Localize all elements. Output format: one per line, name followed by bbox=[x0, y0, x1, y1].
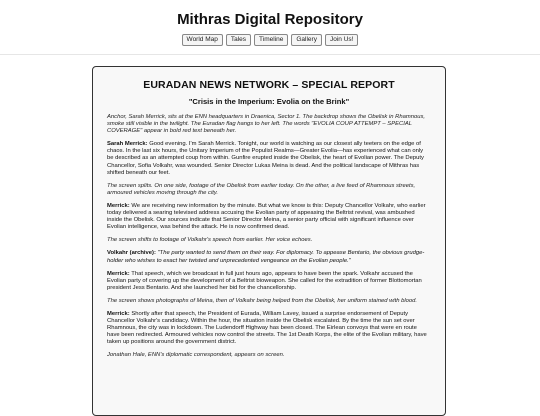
paragraph-text: "The party wanted to send them on their way. For diplomacy. To appease Bentario, the obvious grudge-holder who wishes to exact her twisted and unprecedented vengeance on the Evolian people." bbox=[107, 250, 425, 264]
paragraph-text: Shortly after that speech, the President of Eurada, William Lavey, issued a surprise endorsement of Deputy Chancellor Volkahr's candidacy. Within the hour, the situation inside the Obelisk escalated. By the time the sun set over Rhamnous, the city was in lockdown. The Ludendorff Highway has been closed. The Eirlean convoys that were en route have been redirected. Armoured vehicles now control the streets. The 1st Death Korps, the elite of the Evolian military, have taken up positions around the government district. bbox=[107, 310, 427, 346]
stage-direction bbox=[107, 237, 431, 244]
nav-tales-button[interactable]: Tales bbox=[226, 34, 251, 46]
paragraph-text: Anchor, Sarah Merrick, sits at the ENN headquarters in Draenica, Sector 1. The backdrop shows the Obelisk in Rhamnous, smoke still visible in the twilight. The Euradan flag hangs to her left. The words "EVOLIA COUP ATTEMPT – SPECIAL COVERAGE" appear in bold red text beneath her. bbox=[107, 114, 425, 135]
article-panel[interactable] bbox=[92, 66, 446, 416]
nav-join-us-button[interactable]: Join Us! bbox=[325, 34, 358, 46]
dialogue-paragraph bbox=[107, 271, 431, 292]
article-body bbox=[107, 114, 431, 360]
speaker-name: Merrick: bbox=[107, 202, 130, 209]
paragraph-text: The screen shifts to footage of Volkahr's speech from earlier. Her voice echoes. bbox=[107, 237, 313, 244]
dialogue-paragraph bbox=[107, 141, 431, 176]
paragraph-text: The screen splits. On one side, footage of the Obelisk from earlier today. On the other, a live feed of Rhamnous streets, armoured vehicles moving through the city. bbox=[107, 182, 416, 196]
speaker-name: Volkahr (archive): bbox=[107, 250, 156, 257]
dialogue-paragraph bbox=[107, 203, 431, 231]
paragraph-text: That speech, which we broadcast in full just hours ago, appears to have been the spark. Volkahr accused the Evolian party of covering up the development of a Beltrist bioweapon. She called for the extradition of former Blottomortan president Jess Bentario. And she launched her bid for the chancellorship. bbox=[107, 270, 422, 291]
speaker-name: Merrick: bbox=[107, 310, 130, 317]
site-title: Mithras Digital Repository bbox=[177, 11, 363, 28]
paragraph-text: The screen shows photographs of Meina, then of Volkahr being helped from the Obelisk, her uniform stained with blood. bbox=[107, 297, 418, 304]
nav-timeline-button[interactable]: Timeline bbox=[254, 34, 288, 46]
dialogue-paragraph bbox=[107, 250, 431, 264]
paragraph-text: Good evening. I'm Sarah Merrick. Tonight, our world is watching as our closest ally teeters on the edge of chaos. In the last six hours, the Unitary Imperium of the Populist Realms—Greater Evolia—has experienced what can only be described as an attempted coup from within. Gunfire erupted inside the Obelisk, the heart of Evolian power. The Deputy Chancellor, Sofia Volkahr, was wounded. Senior Director Lukas Meina is dead. And the political landscape of Mithras has shifted beneath our feet. bbox=[107, 141, 424, 176]
nav-world-map-button[interactable]: World Map bbox=[182, 34, 223, 46]
main-nav bbox=[0, 34, 540, 46]
speaker-name: Merrick: bbox=[107, 270, 130, 277]
stage-direction bbox=[107, 114, 431, 135]
report-subtitle: "Crisis in the Imperium: Evolia on the Brink" bbox=[188, 97, 350, 106]
nav-gallery-button[interactable]: Gallery bbox=[291, 34, 322, 46]
dialogue-paragraph bbox=[107, 311, 431, 346]
stage-direction bbox=[107, 352, 431, 359]
speaker-name: Sarah Merrick: bbox=[107, 141, 148, 148]
report-title: EURADAN NEWS NETWORK – SPECIAL REPORT bbox=[143, 79, 395, 91]
site-header bbox=[0, 0, 540, 55]
stage-direction bbox=[107, 183, 431, 197]
paragraph-text: We are receiving new information by the minute. But what we know is this: Deputy Chancellor Volkahr, who earlier today delivered a searing televised address accusing the Evolian party of appeasing the Beltrist revival, was ambushed inside the Obelisk. Our sources indicate that Senior Director Meina, a senior party official with significant influence over Evolian intelligence, was behind the attack. He is now confirmed dead. bbox=[107, 202, 426, 231]
paragraph-text: Jonathan Hale, ENN's diplomatic correspondent, appears on screen. bbox=[107, 352, 285, 359]
stage-direction bbox=[107, 298, 431, 305]
